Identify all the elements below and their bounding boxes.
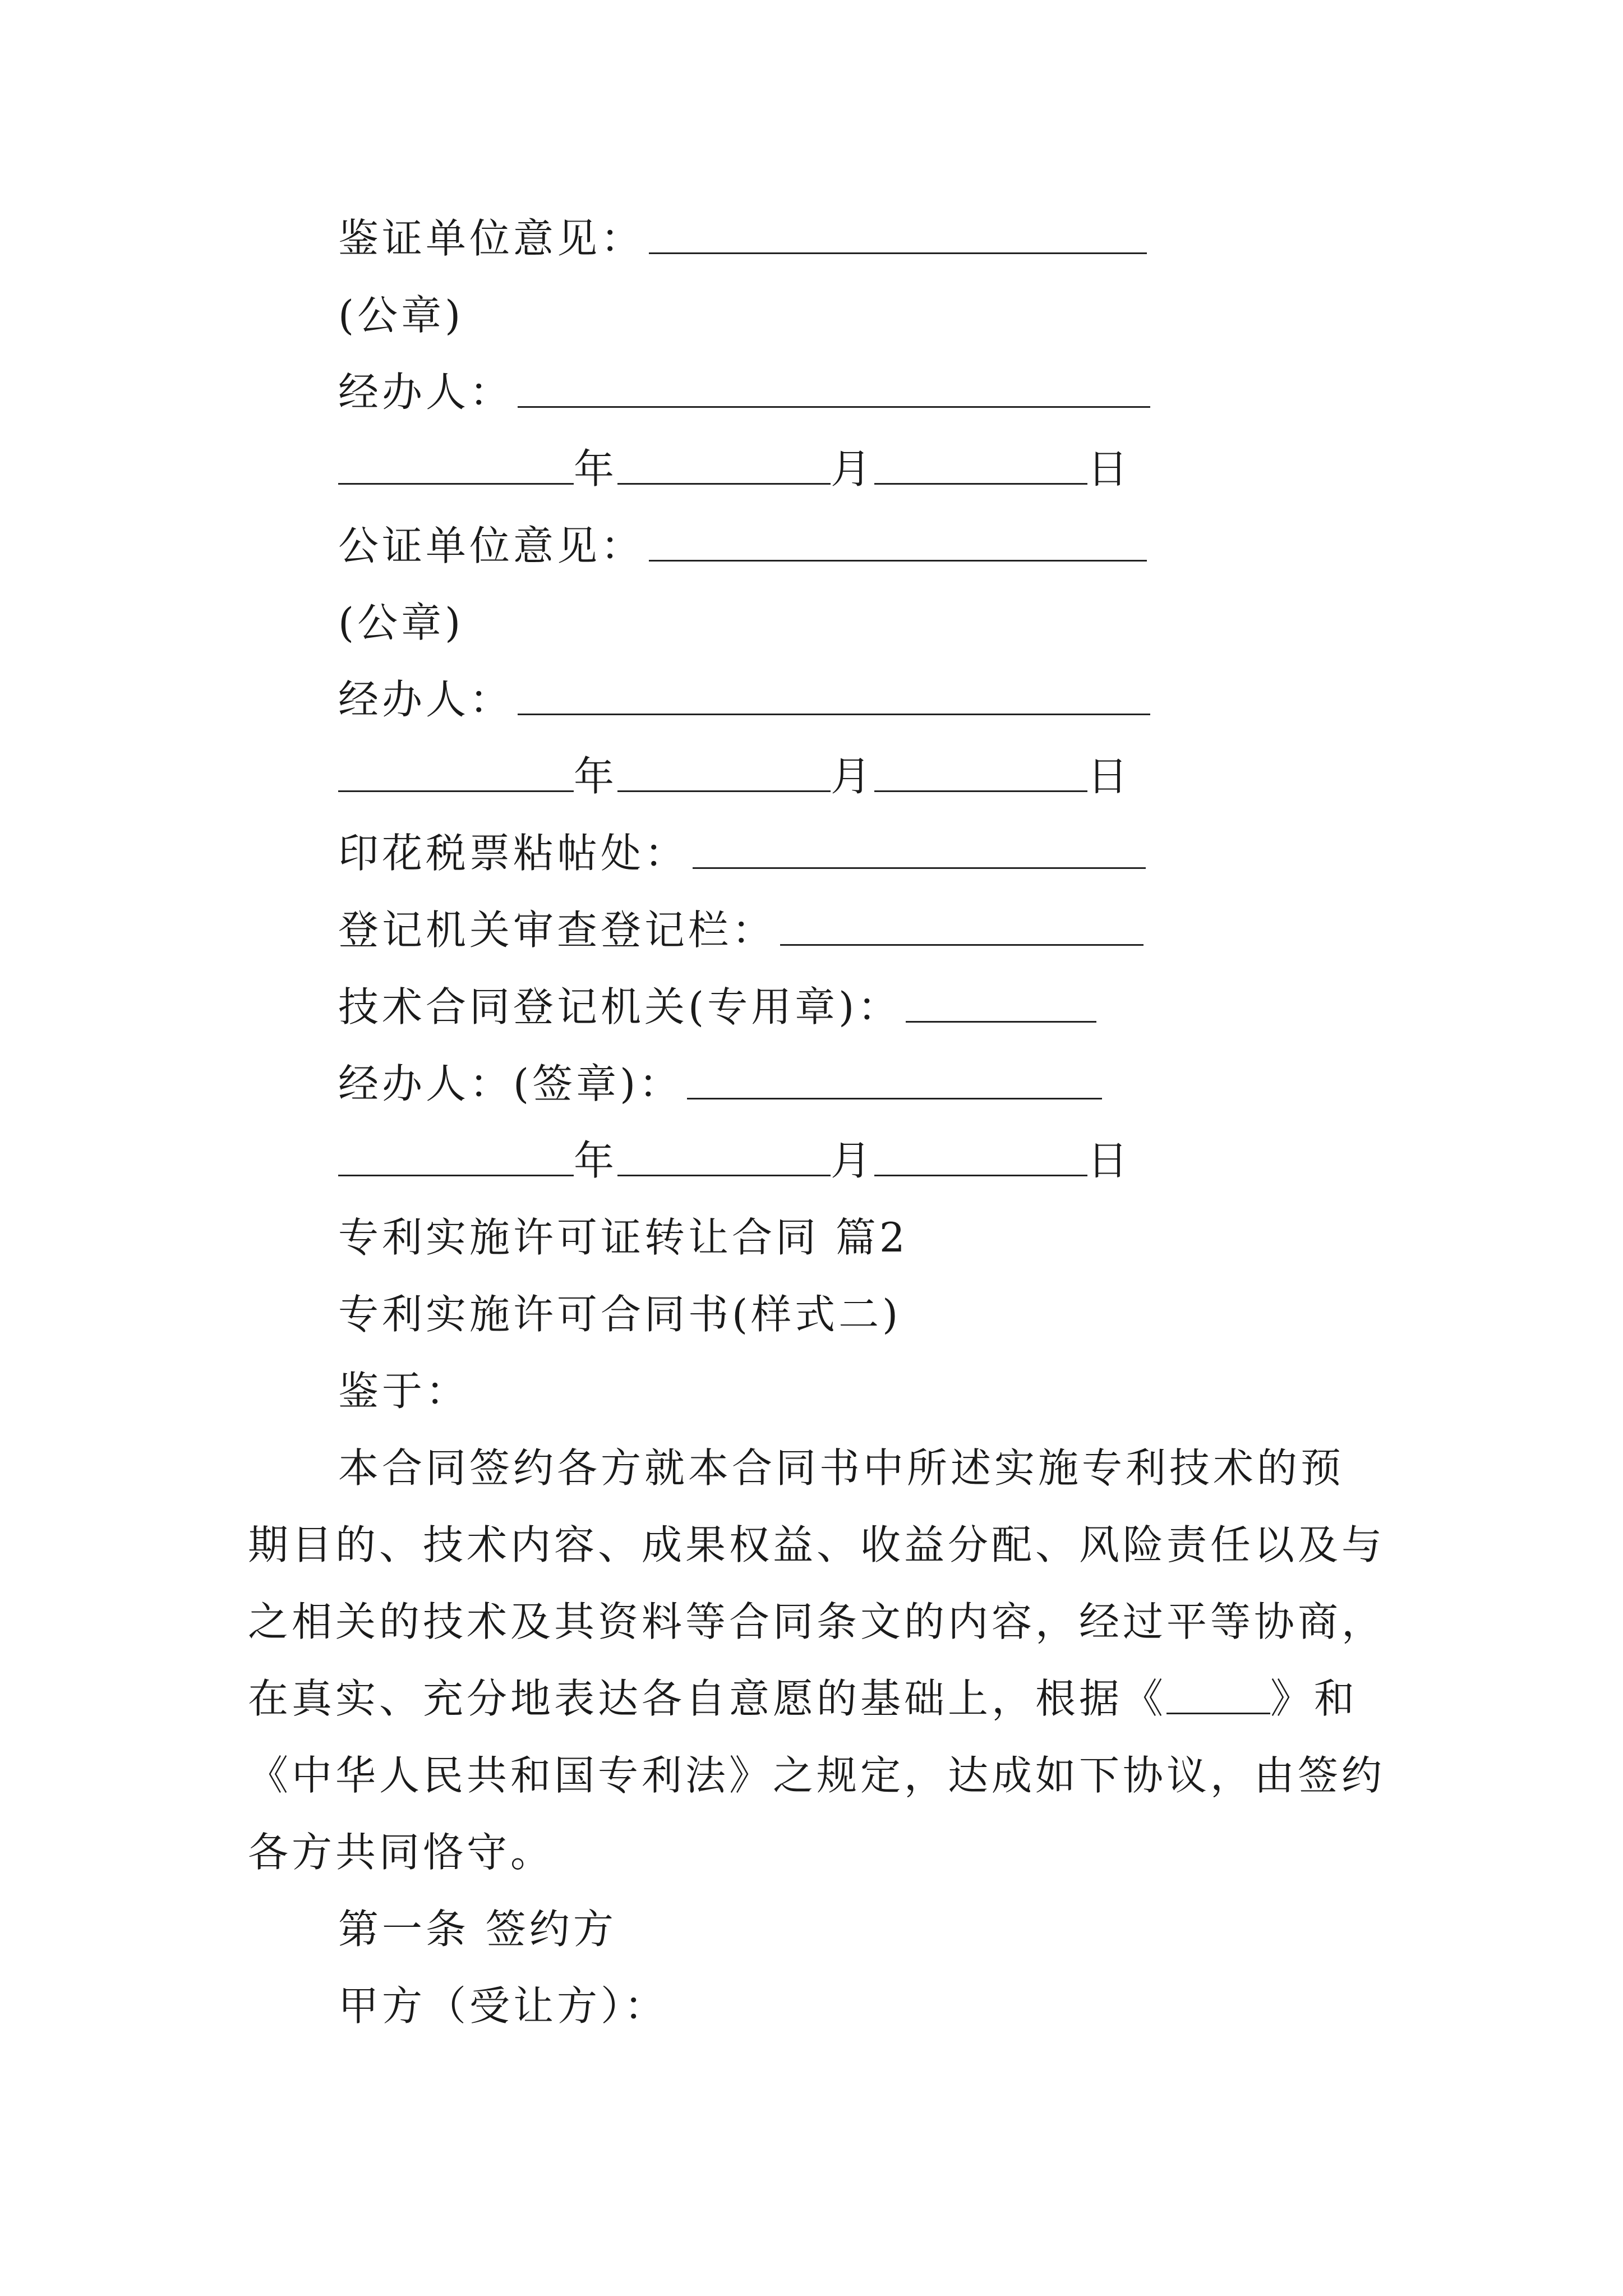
notarization-day-blank[interactable]: [874, 746, 1087, 792]
registry-review-blank[interactable]: [780, 899, 1144, 946]
verification-day-blank[interactable]: [874, 438, 1087, 485]
notarization-seal-text: (公章): [338, 599, 464, 646]
paragraph-line-2: [248, 1514, 1385, 1576]
verification-month-blank[interactable]: [617, 438, 831, 485]
paragraph-line-3-text: 之相关的技术及其资料等合同条文的内容，经过平等协商，: [248, 1598, 1386, 1645]
paragraph-line-1: [338, 1437, 1344, 1499]
law-name-blank[interactable]: [1166, 1668, 1270, 1714]
notarization-day-label: 日: [1087, 753, 1132, 800]
notarization-handler-blank[interactable]: [518, 669, 1150, 715]
verification-year-blank[interactable]: [338, 438, 574, 485]
paragraph-line-3: [248, 1591, 1385, 1653]
registry-handler-label: 经办人：(签章)：: [338, 1060, 683, 1107]
registry-year-blank[interactable]: [338, 1130, 574, 1176]
paragraph-line-4: [248, 1668, 1358, 1729]
whereas-line: [338, 1360, 469, 1422]
notarization-opinion-line: [338, 515, 1147, 577]
article-one-text: 第一条 签约方: [338, 1906, 617, 1953]
notarization-year-label: 年: [574, 753, 618, 800]
verification-opinion-blank[interactable]: [649, 208, 1147, 254]
second-contract-heading: [338, 1207, 909, 1268]
paragraph-line-1-text: 本合同签约各方就本合同书中所述实施专利技术的预: [338, 1444, 1345, 1492]
registry-month-label: 月: [831, 1137, 875, 1184]
registry-seal-blank[interactable]: [906, 976, 1096, 1023]
verification-seal: [338, 284, 464, 346]
party-a-line: [338, 1975, 668, 2037]
notarization-handler-line: [338, 669, 1150, 730]
paragraph-line-2-text: 期目的、技术内容、成果权益、收益分配、风险责任以及与: [248, 1521, 1386, 1568]
notarization-seal: [338, 592, 464, 654]
registry-date-line: [338, 1130, 1131, 1191]
notarization-month-blank[interactable]: [617, 746, 831, 792]
party-a-label: 甲方（受让方）：: [338, 1982, 668, 2030]
paragraph-line-6-text: 各方共同恪守。: [248, 1829, 555, 1876]
notarization-opinion-blank[interactable]: [649, 515, 1147, 562]
verification-opinion-label: 鉴证单位意见：: [338, 215, 645, 262]
verification-handler-label: 经办人：: [338, 369, 514, 416]
second-contract-subtitle-text: 专利实施许可合同书(样式二): [338, 1291, 902, 1338]
notarization-opinion-label: 公证单位意见：: [338, 522, 645, 569]
stamp-tax-line: [338, 822, 1146, 884]
verification-date-line: [338, 438, 1131, 500]
verification-opinion-line: [338, 208, 1147, 269]
registry-handler-line: [338, 1053, 1102, 1115]
paragraph-line-6: [248, 1821, 554, 1883]
notarization-handler-label: 经办人：: [338, 676, 514, 723]
registry-handler-blank[interactable]: [687, 1053, 1102, 1099]
verification-year-label: 年: [574, 445, 618, 493]
verification-seal-text: (公章): [338, 292, 464, 339]
second-contract-subtitle: [338, 1283, 901, 1345]
verification-month-label: 月: [831, 445, 875, 493]
stamp-tax-blank[interactable]: [693, 822, 1146, 869]
registry-review-line: [338, 899, 1144, 961]
registry-day-blank[interactable]: [874, 1130, 1087, 1176]
paragraph-line-5-text: 《中华人民共和国专利法》之规定，达成如下协议，由签约: [248, 1752, 1386, 1799]
registry-day-label: 日: [1087, 1137, 1132, 1184]
notarization-month-label: 月: [831, 753, 875, 800]
second-contract-heading-text: 专利实施许可证转让合同 篇2: [338, 1214, 909, 1261]
verification-day-label: 日: [1087, 445, 1132, 493]
article-one-heading: [338, 1898, 617, 1960]
registry-month-blank[interactable]: [617, 1130, 831, 1176]
verification-handler-line: [338, 361, 1150, 423]
registry-seal-label: 技术合同登记机关(专用章)：: [338, 983, 902, 1030]
paragraph-line-4-text: 在真实、充分地表达各自意愿的基础上，根据《: [248, 1675, 1167, 1722]
notarization-year-blank[interactable]: [338, 746, 574, 792]
registry-review-label: 登记机关审查登记栏：: [338, 907, 776, 954]
paragraph-line-4-tail: 》和: [1270, 1675, 1358, 1722]
whereas-text: 鉴于：: [338, 1368, 470, 1415]
registry-seal-line: [338, 976, 1096, 1038]
verification-handler-blank[interactable]: [518, 361, 1150, 408]
stamp-tax-label: 印花税票粘帖处：: [338, 830, 689, 877]
paragraph-line-5: [248, 1745, 1385, 1806]
notarization-date-line: [338, 746, 1131, 807]
registry-year-label: 年: [574, 1137, 618, 1184]
